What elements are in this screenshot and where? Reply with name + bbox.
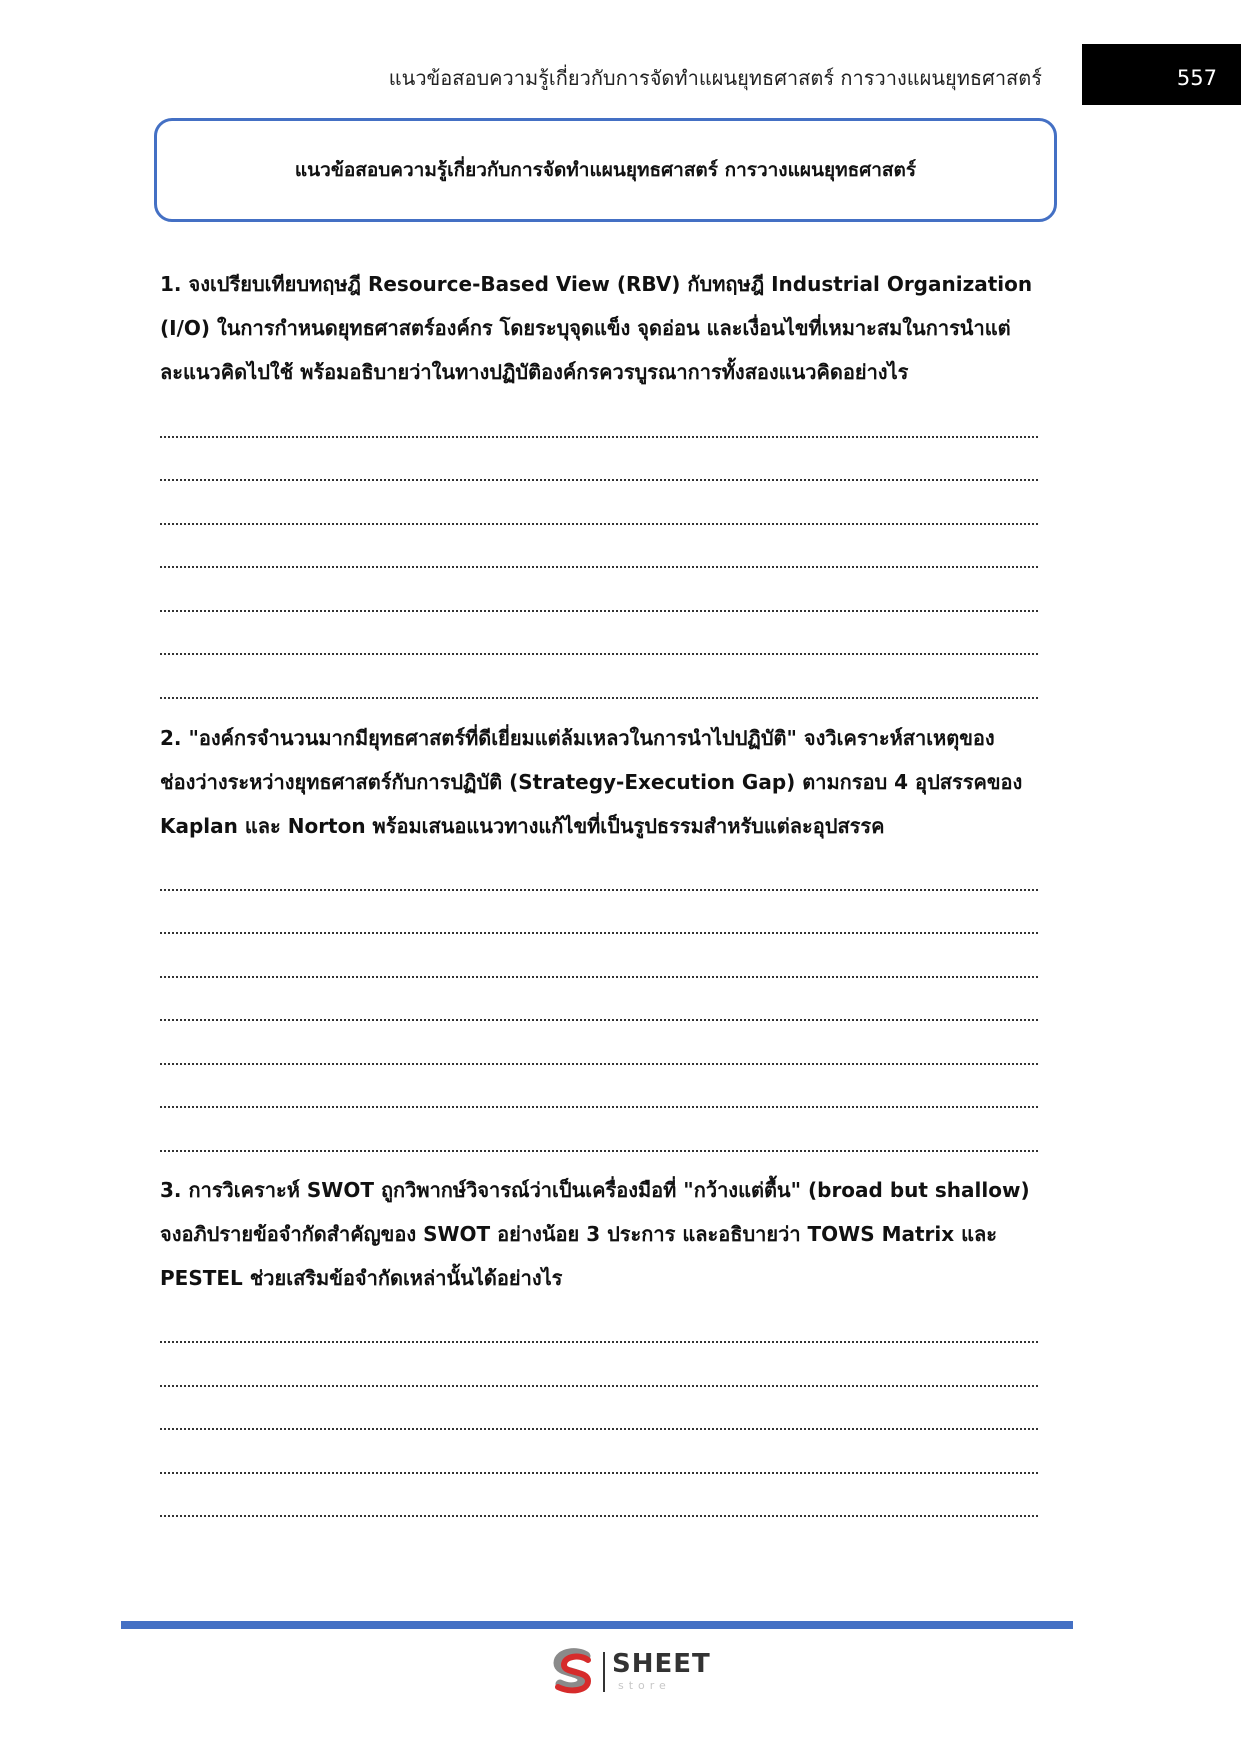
page-number: 557 bbox=[1176, 66, 1217, 90]
question-1 bbox=[160, 262, 1060, 394]
title-box bbox=[154, 118, 1057, 222]
page-number-tab bbox=[1082, 44, 1241, 105]
question-3 bbox=[160, 1168, 1060, 1300]
question-line: 2. "องค์กรจำนวนมากมียุทธศาสตร์ที่ดีเยี่ยมแต่ล้มเหลวในการนำไปปฏิบัติ" จงวิเคราะห์สาเหตุของ bbox=[160, 726, 995, 750]
question-line: Kaplan และ Norton พร้อมเสนอแนวทางแก้ไขที่เป็นรูปธรรมสำหรับแต่ละอุปสรรค bbox=[160, 814, 885, 838]
answer-line[interactable] bbox=[160, 610, 1038, 612]
question-line: (I/O) ในการกำหนดยุทธศาสตร์องค์กร โดยระบุจุดแข็ง จุดอ่อน และเงื่อนไขที่เหมาะสมในการนำแต่ bbox=[160, 316, 1011, 340]
answer-line[interactable] bbox=[160, 1019, 1038, 1021]
logo-subword: store bbox=[618, 1679, 671, 1692]
answer-line[interactable] bbox=[160, 1150, 1038, 1152]
answer-line[interactable] bbox=[160, 436, 1038, 438]
sheet-store-logo-mark-icon bbox=[548, 1648, 598, 1696]
logo-text bbox=[612, 1648, 722, 1696]
logo-word: SHEET bbox=[612, 1649, 711, 1679]
answer-line[interactable] bbox=[160, 976, 1038, 978]
logo-separator bbox=[603, 1652, 605, 1692]
answer-line[interactable] bbox=[160, 479, 1038, 481]
question-line: จงอภิปรายข้อจำกัดสำคัญของ SWOT อย่างน้อย 3 ประการ และอธิบายว่า TOWS Matrix และ bbox=[160, 1222, 998, 1246]
sheet-store-logo bbox=[548, 1648, 722, 1696]
question-2 bbox=[160, 716, 1060, 848]
footer-rule bbox=[121, 1621, 1073, 1629]
answer-line[interactable] bbox=[160, 653, 1038, 655]
answer-line[interactable] bbox=[160, 1341, 1038, 1343]
answer-line[interactable] bbox=[160, 932, 1038, 934]
answer-line[interactable] bbox=[160, 1515, 1038, 1517]
answer-line[interactable] bbox=[160, 523, 1038, 525]
question-line: ละแนวคิดไปใช้ พร้อมอธิบายว่าในทางปฏิบัติองค์กรควรบูรณาการทั้งสองแนวคิดอย่างไร bbox=[160, 360, 909, 384]
answer-line[interactable] bbox=[160, 1063, 1038, 1065]
question-line: PESTEL ช่วยเสริมข้อจำกัดเหล่านั้นได้อย่างไร bbox=[160, 1266, 563, 1290]
answer-line[interactable] bbox=[160, 1472, 1038, 1474]
question-line: 3. การวิเคราะห์ SWOT ถูกวิพากษ์วิจารณ์ว่าเป็นเครื่องมือที่ "กว้างแต่ตื้น" (broad but shallow) bbox=[160, 1178, 1030, 1202]
answer-line[interactable] bbox=[160, 1106, 1038, 1108]
answer-line[interactable] bbox=[160, 1385, 1038, 1387]
section-title: แนวข้อสอบความรู้เกี่ยวกับการจัดทำแผนยุทธศาสตร์ การวางแผนยุทธศาสตร์ bbox=[294, 159, 917, 181]
answer-line[interactable] bbox=[160, 889, 1038, 891]
answer-line[interactable] bbox=[160, 566, 1038, 568]
answer-line[interactable] bbox=[160, 697, 1038, 699]
running-header-title: แนวข้อสอบความรู้เกี่ยวกับการจัดทำแผนยุทธศาสตร์ การวางแผนยุทธศาสตร์ bbox=[388, 66, 1042, 90]
answer-line[interactable] bbox=[160, 1428, 1038, 1430]
question-line: ช่องว่างระหว่างยุทธศาสตร์กับการปฏิบัติ (Strategy-Execution Gap) ตามกรอบ 4 อุปสรรคของ bbox=[160, 770, 1023, 794]
question-line: 1. จงเปรียบเทียบทฤษฎี Resource-Based View (RBV) กับทฤษฎี Industrial Organization bbox=[160, 272, 1033, 296]
